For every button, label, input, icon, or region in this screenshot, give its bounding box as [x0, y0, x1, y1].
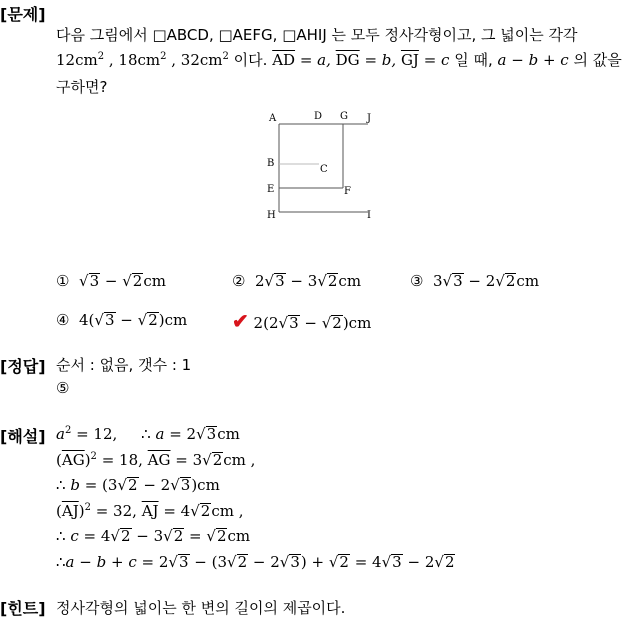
choice-coef: 2 — [255, 272, 265, 290]
area-1: 12cm — [56, 51, 98, 69]
sqrt-radicand: 2 — [173, 527, 184, 545]
solution-line-1: $a^2 = 12$, ∴ a = 2√3cm — [56, 425, 240, 443]
segment-aj: $\overline{AJ}$ — [141, 502, 159, 520]
choice-mid: − 2 — [463, 272, 496, 290]
eq-text: = (3 — [79, 476, 118, 494]
choice-3[interactable]: ③ 3√3 − 2√2cm — [410, 272, 540, 290]
choice-1[interactable]: ① √3 − √2cm — [56, 272, 166, 290]
label-b: B — [267, 158, 275, 169]
eq-text: = 12, — [71, 425, 118, 443]
eq-text: = 4 — [78, 527, 111, 545]
var-a: a — [155, 425, 165, 443]
segment-dg: $\overline{DG}$ — [335, 51, 360, 69]
eq-text: = 18, — [96, 451, 143, 469]
unit: cm , — [211, 502, 244, 520]
therefore-symbol: ∴ — [56, 476, 66, 494]
sqrt-radicand: 3 — [104, 311, 115, 329]
sqrt-radicand: 2 — [128, 476, 138, 494]
eq-text: − — [74, 553, 97, 571]
label-a: A — [269, 113, 277, 124]
answer-text: 순서 : 없음, 갯수 : 1 — [56, 356, 192, 374]
label-c: C — [320, 164, 328, 175]
eq-text: − 2 — [138, 476, 171, 494]
solution-line-4: $(\overline{AJ})^2 = 32$, $\overline{AJ} = 4√2cm$ , — [56, 502, 244, 520]
paren: ( — [56, 451, 62, 469]
choice-unit: cm — [516, 272, 540, 290]
sqrt-radicand: 2 — [200, 502, 211, 520]
problem-line-1: 다음 그림에서 □ABCD, □AEFG, □AHIJ 는 모두 정사각형이고, 그 넓이는 각각 — [56, 26, 578, 44]
hint-text: 정사각형의 넓이는 한 변의 길이의 제곱이다. — [56, 599, 346, 617]
label-j: J — [367, 113, 372, 124]
label-e: E — [267, 184, 275, 195]
sqrt-radicand: 2 — [327, 272, 338, 290]
choice-coef: 3 — [433, 272, 443, 290]
eq-text: = 3 — [170, 451, 203, 469]
superscript: 2 — [90, 451, 97, 462]
therefore-symbol: ∴ — [56, 527, 66, 545]
solution-line-6: ∴a − b + c = 2√3 − (3√2 − 2√3) + √2 = 4√3 − 2√2 — [56, 553, 455, 571]
label-g: G — [340, 111, 348, 122]
choice-number: ④ — [56, 311, 70, 329]
choice-mid: − — [115, 311, 138, 329]
eq-text: = — [184, 527, 207, 545]
unit: cm , — [223, 451, 256, 469]
eq-text: = 2 — [164, 425, 197, 443]
sqrt-radicand: 3 — [392, 553, 402, 571]
var-a: a — [65, 553, 75, 571]
eq-text: − (3 — [189, 553, 227, 571]
area-2: , 18cm — [104, 51, 161, 69]
choice-2[interactable]: ② 2√3 − 3√2cm — [232, 272, 362, 290]
superscript: 2 — [160, 51, 167, 62]
eq-c: = c — [418, 51, 450, 69]
segment-ad: $\overline{AD}$ — [272, 51, 296, 69]
sqrt-radicand: 3 — [290, 553, 300, 571]
sqrt-radicand: 3 — [89, 272, 100, 290]
label-h: H — [267, 210, 276, 221]
sqrt-radicand: 2 — [132, 272, 143, 290]
eq-text: = 2 — [136, 553, 169, 571]
segment-aj: $\overline{AJ}$ — [61, 502, 79, 520]
choice-unit: cm — [143, 272, 166, 290]
therefore-symbol: ∴ — [141, 425, 151, 443]
choice-mid: − — [100, 272, 123, 290]
eq-text: − 2 — [402, 553, 435, 571]
eq-text: + — [106, 553, 129, 571]
var-b: b — [70, 476, 80, 494]
eq-text: − 3 — [131, 527, 164, 545]
therefore-symbol: ∴ — [56, 553, 66, 571]
checkmark-icon: ✔ — [232, 309, 249, 333]
problem-text: 의 값을 — [568, 51, 622, 69]
eq-text: = 32, — [90, 502, 137, 520]
problem-text: 일 때, — [449, 51, 493, 69]
choice-unit: )cm — [342, 314, 372, 332]
eq-text: ) + — [300, 553, 329, 571]
hint-tag: [힌트] — [0, 599, 46, 618]
paren: ( — [56, 502, 62, 520]
sqrt-radicand: 2 — [148, 311, 158, 329]
var-c: c — [70, 527, 79, 545]
unit: cm — [227, 527, 251, 545]
unit: cm — [217, 425, 240, 443]
sqrt-radicand: 2 — [216, 527, 227, 545]
expression: a − b + c — [497, 51, 569, 69]
choice-mid: − — [299, 314, 322, 332]
sqrt-radicand: 2 — [212, 451, 223, 469]
eq-text: = 4 — [349, 553, 382, 571]
segment-ag: $\overline{AG}$ — [61, 451, 85, 469]
sqrt-radicand: 2 — [444, 553, 455, 571]
answer-value: ⑤ — [56, 379, 70, 397]
choice-5[interactable]: ✔ 2(2√3 − √2)cm — [232, 309, 372, 333]
sqrt-radicand: 2 — [332, 314, 342, 332]
sqrt-radicand: 3 — [275, 272, 285, 290]
var-c: c — [128, 553, 137, 571]
var-a: a — [56, 425, 65, 443]
choice-unit: )cm — [158, 311, 188, 329]
choice-coef: 4( — [79, 311, 95, 329]
eq-text: = 4 — [158, 502, 191, 520]
superscript: 2 — [84, 502, 91, 513]
eq-a: = a, — [295, 51, 331, 69]
superscript: 2 — [64, 425, 72, 436]
var-b: b — [96, 553, 107, 571]
solution-line-2: $(\overline{AG})^2 = 18$, $\overline{AG} = 3√2cm$ , — [56, 451, 256, 469]
answer-tag: [정답] — [0, 357, 46, 376]
choice-coef: 2(2 — [253, 314, 279, 332]
eq-b: = b, — [359, 51, 397, 69]
sqrt-radicand: 2 — [120, 527, 131, 545]
problem-tag: [문제] — [0, 5, 46, 24]
label-f: F — [344, 186, 351, 197]
sqrt-radicand: 3 — [180, 476, 191, 494]
solution-tag: [해설] — [0, 427, 46, 446]
sqrt-radicand: 3 — [206, 425, 217, 443]
sqrt-radicand: 3 — [453, 272, 463, 290]
sqrt-radicand: 3 — [178, 553, 189, 571]
problem-text: 이다. — [228, 51, 268, 69]
choice-mid: − 3 — [285, 272, 318, 290]
square-figure — [262, 108, 382, 220]
eq-text: − 2 — [248, 553, 280, 571]
superscript: 2 — [222, 51, 229, 62]
choice-number: ① — [56, 272, 70, 290]
solution-line-5: ∴ c = 4√2 − 3√2 = √2cm — [56, 527, 251, 545]
segment-gj: $\overline{GJ}$ — [400, 51, 419, 69]
sqrt-radicand: 2 — [237, 553, 248, 571]
area-3: , 32cm — [166, 51, 223, 69]
paren: ) — [84, 451, 91, 469]
superscript: 2 — [97, 51, 105, 62]
problem-line-2 — [56, 49, 622, 70]
choice-number: ③ — [410, 272, 424, 290]
label-i: I — [367, 210, 371, 221]
choice-unit: cm — [338, 272, 362, 290]
label-d: D — [314, 111, 323, 122]
solution-line-3: ∴ b = (3√2 − 2√3)cm — [56, 476, 220, 494]
unit: )cm — [191, 476, 220, 494]
choice-number: ② — [232, 272, 246, 290]
sqrt-radicand: 2 — [505, 272, 516, 290]
sqrt-radicand: 3 — [289, 314, 299, 332]
choice-4[interactable]: ④ 4(√3 − √2)cm — [56, 311, 188, 329]
segment-ag: $\overline{AG}$ — [147, 451, 171, 469]
problem-line-3: 구하면? — [56, 78, 108, 96]
sqrt-radicand: 2 — [339, 553, 349, 571]
paren: ) — [78, 502, 85, 520]
